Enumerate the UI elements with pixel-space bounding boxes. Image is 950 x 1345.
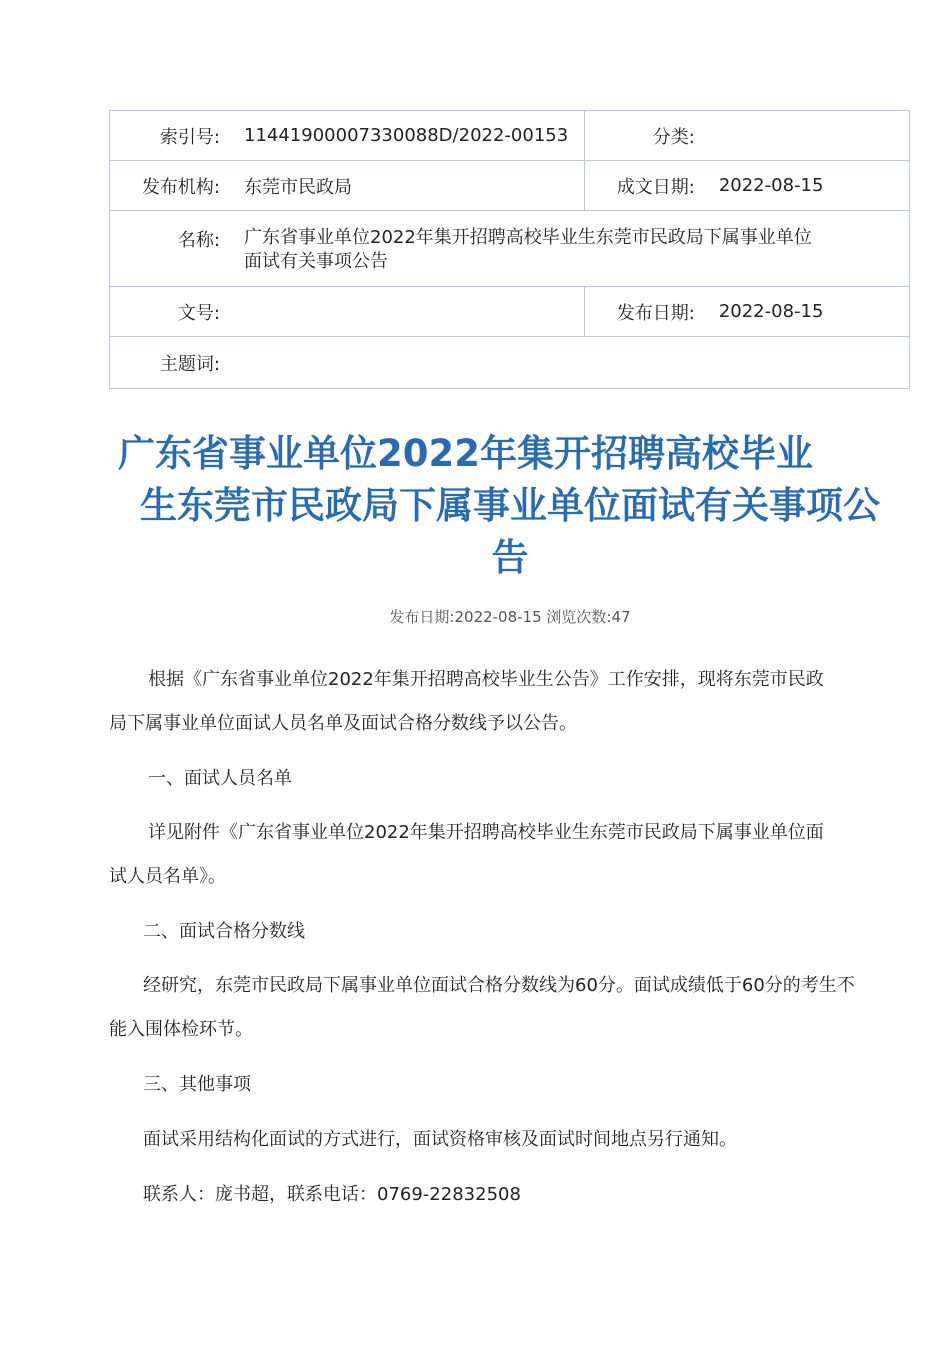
meta-cell-docno [110, 287, 585, 336]
section-heading-2: 二、面试合格分数线 [143, 921, 305, 942]
paragraph-1-line-1: 根据《广东省事业单位2022年集开招聘高校毕业生公告》工作安排，现将东莞市民政 [148, 669, 824, 690]
meta-row-issuer [110, 161, 909, 211]
paragraph-1-line-2: 局下属事业单位面试人员名单及面试合格分数线予以公告。 [109, 713, 577, 734]
title-line-2: 生东莞市民政局下属事业单位面试有关事项公 [140, 484, 880, 527]
meta-row-keywords [110, 337, 909, 388]
paragraph-2-line-1: 详见附件《广东省事业单位2022年集开招聘高校毕业生东莞市民政局下属事业单位面 [148, 822, 824, 843]
meta-row-docno [110, 287, 909, 337]
pub-date-label: 发布日期: [616, 302, 695, 324]
category-label: 分类: [652, 126, 695, 148]
meta-row-index [110, 111, 909, 161]
meta-cell-issuer [110, 161, 585, 210]
metadata-table [109, 110, 910, 389]
publish-info: 发布日期:2022-08-15 浏览次数:47 [389, 608, 631, 626]
meta-cell-doc-date [585, 161, 909, 210]
index-label: 索引号: [159, 126, 220, 148]
paragraph-3-line-1: 经研究，东莞市民政局下属事业单位面试合格分数线为60分。面试成绩低于60分的考生不 [143, 975, 855, 996]
keywords-label: 主题词: [159, 353, 220, 375]
article-title [110, 428, 910, 584]
issuer-label: 发布机构: [141, 176, 220, 198]
meta-cell-pub-date [585, 287, 909, 336]
name-line-2: 面试有关事项公告 [244, 251, 388, 272]
index-value: 11441900007330088D/2022-00153 [244, 125, 569, 146]
contact-info: 联系人：庞书超，联系电话：0769-22832508 [143, 1184, 521, 1205]
pub-date-value: 2022-08-15 [718, 301, 824, 322]
title-line-1: 广东省事业单位2022年集开招聘高校毕业 [118, 432, 813, 475]
paragraph-4: 面试采用结构化面试的方式进行，面试资格审核及面试时间地点另行通知。 [143, 1129, 737, 1150]
title-line-3: 告 [491, 536, 529, 579]
keywords-value [224, 337, 244, 388]
docno-label: 文号: [177, 302, 220, 324]
meta-cell-index [110, 111, 585, 160]
name-line-1: 广东省事业单位2022年集开招聘高校毕业生东莞市民政局下属事业单位 [244, 227, 812, 248]
meta-row-name [110, 211, 909, 287]
issuer-value: 东莞市民政局 [244, 176, 352, 198]
docno-value [224, 287, 580, 336]
meta-cell-category [585, 111, 909, 160]
paragraph-2-line-2: 试人员名单》。 [109, 866, 226, 887]
section-heading-3: 三、其他事项 [143, 1074, 251, 1095]
section-heading-1: 一、面试人员名单 [148, 768, 292, 789]
name-value [224, 211, 904, 286]
category-value [699, 111, 719, 160]
name-label: 名称: [177, 230, 220, 251]
doc-date-value: 2022-08-15 [718, 175, 824, 196]
doc-date-label: 成文日期: [616, 176, 695, 198]
paragraph-3-line-2: 能入围体检环节。 [109, 1019, 253, 1040]
